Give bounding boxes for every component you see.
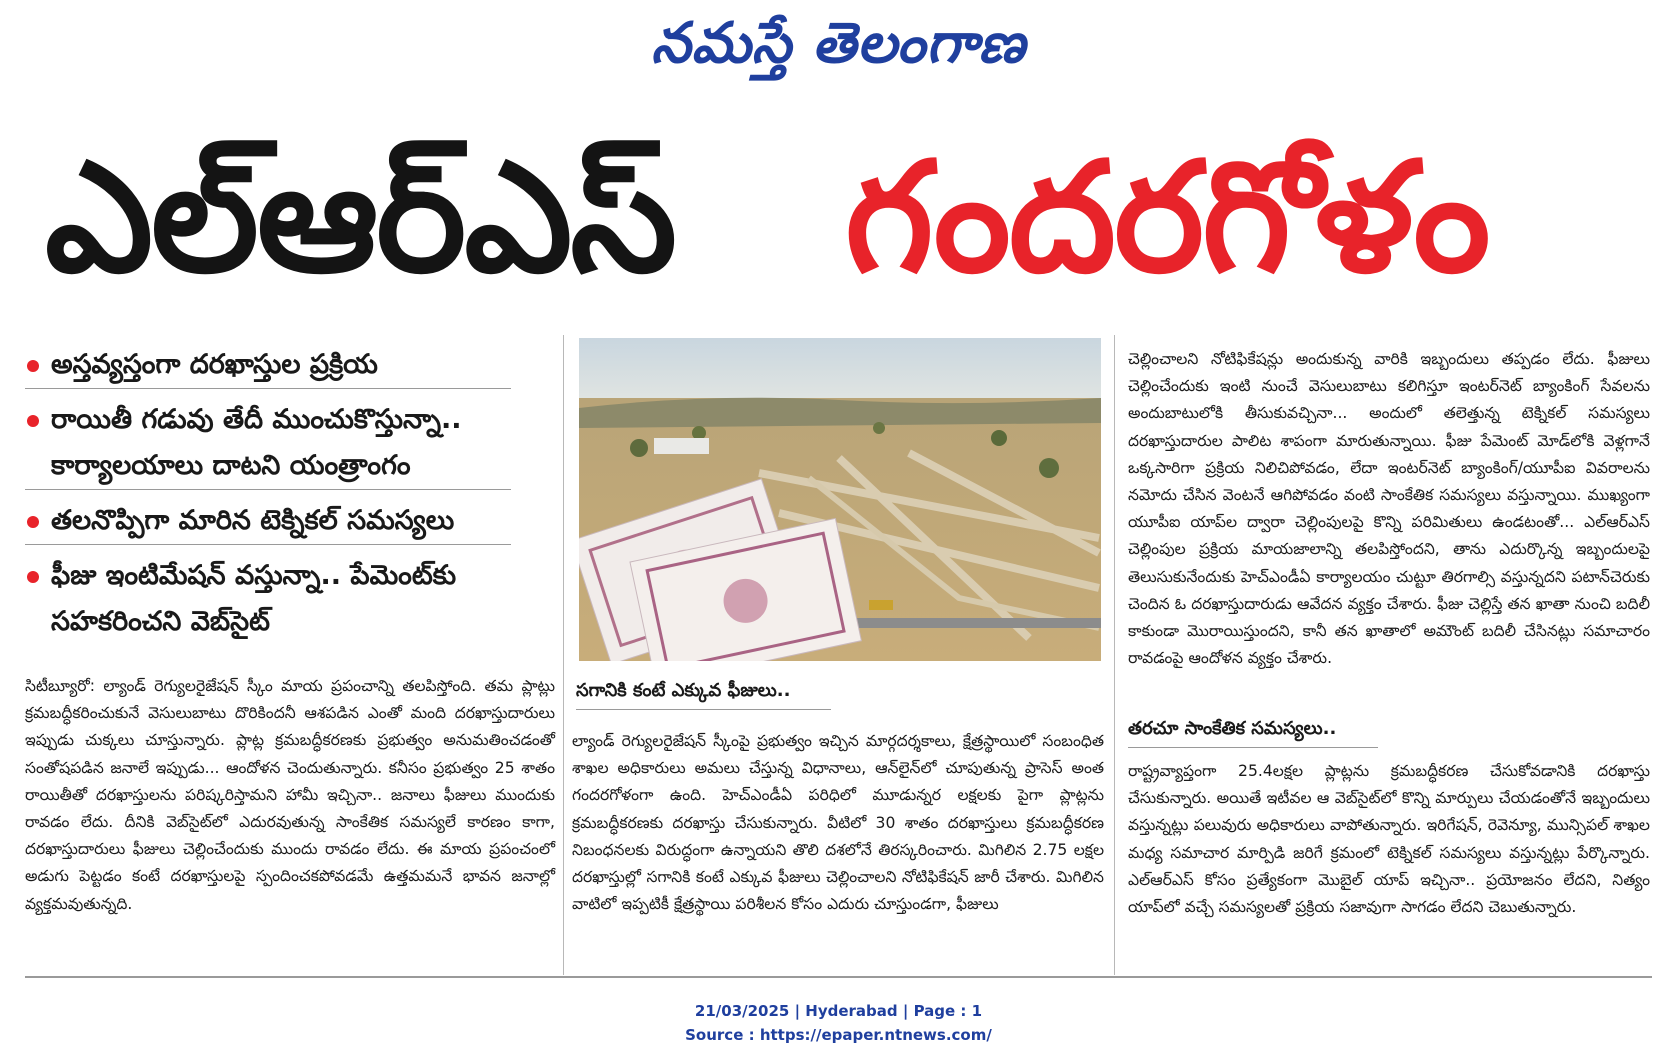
column-text: సిటీబ్యూరో: ల్యాండ్‌ రెగ్యులరైజేషన్‌ స్కీం మాయ ప్రపంచాన్ని తలపిస్తోంది. తమ ప్లాట్లు క్రమబద్ధీకరించుకునే వెసులుబాటు దొరికిందనీ ఆశపడిన ఎంతో మంది దరఖాస్తుదారులు ఇప్పుడు చుక్కలు చూస్తున్నారు. ప్లాట్ల క్రమబద్ధీకరణకు ప్రభుత్వం అనుమతించడంతో సంతోషపడిన జనాలే ఇప్పుడు... ఆందోళన చెందుతున్నారు. కనీసం ప్రభుత్వం 25 శాతం రాయితీతో దరఖాస్తులను పరిష్కరిస్తామని హామీ ఇచ్చినా.. జనాలు ఫీజులు ముందుకు రావడం లేదు. దీనికి వెబ్‌సైట్‌లో ఎదురవుతున్న సాంకేతిక సమస్యలే కారణం కాగా, దరఖాస్తుదారులు ఫీజులు చెల్లించేందుకు ముందు రావడం లేదు. ఈ మాయ ప్రపంచంలో అడుగు పెట్టడం కంటే దరఖాస్తులపై స్పందించకపోవడమే ఉత్తమమనే భావన జనాల్లో వ్యక్తమవుతున్నది.: [25, 677, 555, 913]
article-column-2: [572, 728, 1104, 918]
column-divider: [563, 335, 564, 975]
masthead: [0, 10, 1677, 90]
masthead-logo: నమస్తే తెలంగాణ: [651, 10, 1026, 76]
bullet-dot-icon: [27, 571, 39, 583]
column-text: చెల్లించాలని నోటిఫికేషన్లు అందుకున్న వారికి ఇబ్బందులు తప్పడం లేదు. ఫీజులు చెల్లించేందుకు ఇంటి నుంచే వెసులుబాటు కలిగిస్తూ ఇంటర్‌నెట్‌ బ్యాంకింగ్‌ సేవలను అందుబాటులోకి తీసుకువచ్చినా... అందులో తలెత్తున్న టెక్నికల్‌ సమస్యలు దరఖాస్తుదారుల పాలిట శాపంగా మారుతున్నాయి. ఫీజు పేమెంట్‌ మోడ్‌లోకి వెళ్లగానే ఒక్కసారిగా ప్రక్రియ నిలిచిపోవడం, లేదా ఇంటర్‌నెట్‌ బ్యాంకింగ్‌/యూపీఐ వివరాలను నమోదు చేసిన వెంటనే ఆగిపోవడం వంటి సాంకేతిక సమస్యలు వస్తున్నాయి. ముఖ్యంగా యూపీఐ యాప్‌ల ద్వారా చెల్లింపులపై కొన్ని పరిమితులు ఉండటంతో... ఎల్‌ఆర్‌ఎస్‌ చెల్లింపుల ప్రక్రియ మాయజాలాన్ని తలపిస్తోందని, తాను ఎదుర్కొన్న ఇబ్బందులపై తెలుసుకునేందుకు హెచ్‌ఎండీఏ కార్యాలయం చుట్టూ తిరగాల్సి వస్తున్నదని పటాన్‌చెరుకు చెందిన ఓ దరఖాస్తుదారుడు ఆవేదన వ్యక్తం చేశారు. ఫీజు చెల్లిస్తే తన ఖాతా నుంచి బదిలీ కాకుండా మొరాయిస్తుందని, కానీ తన ఖాతాలో అమౌంట్‌ బదిలీ చేసినట్లు సమాచారం రావడంపై ఆందోళన వ్యక్తం చేశారు.: [1128, 350, 1650, 668]
bullet-item: [25, 397, 511, 490]
bullet-item: [25, 342, 511, 389]
bullet-dot-icon: [27, 360, 39, 372]
column-divider: [1114, 335, 1115, 975]
bullet-line: అస్తవ్యస్తంగా దరఖాస్తుల ప్రక్రియ: [51, 349, 378, 380]
bottom-rule: [25, 976, 1652, 978]
bullet-dot-icon: [27, 415, 39, 427]
headline-red: గందరగోళం: [845, 129, 1489, 306]
bullet-line: కార్యాలయాలు దాటని యంత్రాంగం: [51, 450, 411, 481]
highlight-bullets: [25, 342, 511, 653]
column-text: రాష్ట్రవ్యాప్తంగా 25.4లక్షల ప్లాట్లను క్రమబద్ధీకరణ చేసుకోవడానికి దరఖాస్తు చేసుకున్నారు. అయితే ఇటీవల ఆ వెబ్‌సైట్‌లో కొన్ని మార్పులు చేయడంతోనే ఇబ్బందులు వస్తున్నట్లు పలువురు అధికారులు వాపోతున్నారు. ఇరిగేషన్‌, రెవెన్యూ, మున్సిపల్‌ శాఖల మధ్య సమాచార మార్పిడి జరిగే క్రమంలో టెక్నికల్‌ సమస్యలు వస్తున్నట్లు పేర్కొన్నారు. ఎల్‌ఆర్‌ఎస్‌ కోసం ప్రత్యేకంగా మొబైల్‌ యాప్‌ ఇచ్చినా.. ప్రయోజనం లేదని, నిత్యం యాప్‌లో వచ్చే సమస్యలతో ప్రక్రియ సజావుగా సాగడం లేదని చెబుతున్నారు.: [1128, 762, 1650, 917]
land-plots-photo: [579, 338, 1101, 661]
column-text: ల్యాండ్‌ రెగ్యులరైజేషన్‌ స్కీంపై ప్రభుత్వం ఇచ్చిన మార్గదర్శకాలు, క్షేత్రస్థాయిలో సంబంధిత శాఖల అధికారులు అమలు చేస్తున్న విధానాలు, ఆన్‌లైన్‌లో చూపుతున్న ప్రాసెస్‌ అంత గందరగోళంగా ఉంది. హెచ్‌ఎండీఏ పరిధిలో మూడున్నర లక్షలకు పైగా ప్లాట్లను క్రమబద్ధీకరణకు దరఖాస్తు చేసుకున్నారు. వీటిలో 30 శాతం దరఖాస్తులు క్రమబద్ధీకరణ నిబంధనలకు విరుద్ధంగా ఉన్నాయని తొలి దశలోనే తిరస్కరించారు. మిగిలిన 2.75 లక్షల దరఖాస్తుల్లో సగానికి కంటే ఎక్కువ ఫీజులు చెల్లించాలని నోటిఫికేషన్‌ జారీ చేశారు. మిగిలిన వాటిలో ఇప్పటికీ క్షేత్రస్థాయి పరిశీలన కోసం ఎదురు చూస్తుండగా, ఫీజులు: [572, 732, 1104, 914]
article-photo: [579, 338, 1101, 661]
article-column-3-continued: [1128, 758, 1650, 921]
article-column-1: [25, 673, 555, 918]
bullet-item: [25, 498, 511, 545]
bullet-line: ఫీజు ఇంటిమేషన్‌ వస్తున్నా.. పేమెంట్‌కు: [51, 560, 457, 591]
footer-source-link[interactable]: Source : https://epaper.ntnews.com/: [685, 1026, 992, 1044]
bullet-line: సహకరించని వెబ్‌సైట్‌: [51, 606, 270, 637]
article-column-3: [1128, 346, 1650, 672]
headline-black: ఎల్‌ఆర్‌ఎస్‌: [45, 129, 676, 306]
column-3-subhead: తరచూ సాంకేతిక సమస్యలు..: [1128, 718, 1378, 748]
bullet-line: తలనొప్పిగా మారిన టెక్నికల్‌ సమస్యలు: [51, 505, 455, 536]
bullet-dot-icon: [27, 516, 39, 528]
bullet-item: [25, 553, 511, 645]
bullet-line: రాయితీ గడువు తేదీ ముంచుకొస్తున్నా..: [51, 404, 462, 435]
footer-date-line: 21/03/2025 | Hyderabad | Page : 1: [694, 1002, 983, 1020]
headline: [45, 128, 1635, 308]
photo-caption: సగానికి కంటే ఎక్కువ ఫీజులు..: [576, 680, 831, 710]
